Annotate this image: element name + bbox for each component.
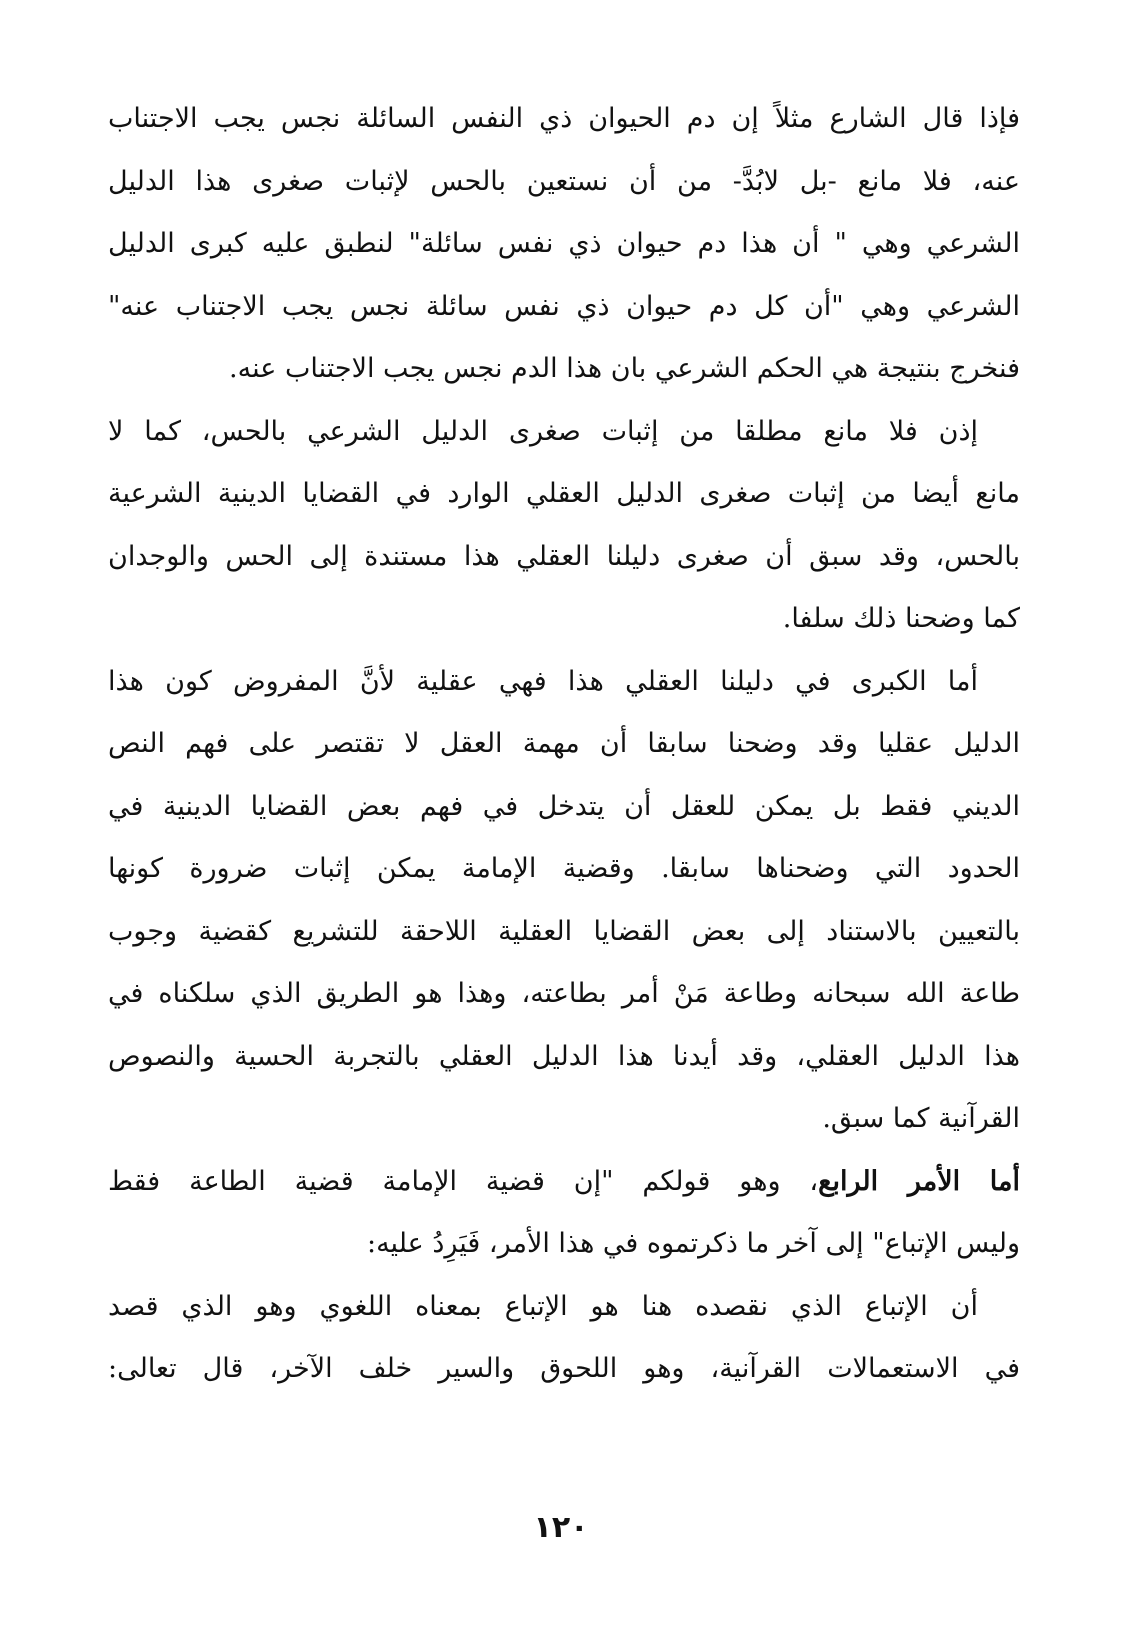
text-line: فإذا قال الشارع مثلاً إن دم الحيوان ذي النفس السائلة نجس يجب الاجتناب [108,103,1020,134]
text-line: هذا الدليل العقلي، وقد أيدنا هذا الدليل العقلي بالتجربة الحسية والنصوص [108,1040,1020,1072]
text-line: فنخرج بنتيجة هي الحكم الشرعي بان هذا الدم نجس يجب الاجتناب عنه. [229,353,1020,384]
text-line: بالتعيين بالاستناد إلى بعض القضايا العقلية اللاحقة للتشريع كقضية وجوب [108,915,1020,947]
text-line: الدليل عقليا وقد وضحنا سابقا أن مهمة العقل لا تقتصر على فهم النص [108,728,1020,759]
text-line: وليس الإتباع" إلى آخر ما ذكرتموه في هذا الأمر، فَيَرِدُ عليه: [366,1228,1020,1259]
page-number: ١٢٠ [533,1510,589,1545]
text-line: مانع أيضا من إثبات صغرى الدليل العقلي الوارد في القضايا الدينية الشرعية [108,478,1020,509]
text-line: الديني فقط بل يمكن للعقل أن يتدخل في فهم بعض القضايا الدينية في [108,790,1020,822]
text-line: كما وضحنا ذلك سلفا. [782,603,1020,634]
text-line: القرآنية كما سبق. [822,1103,1020,1134]
text-line: الشرعي وهي "أن كل دم حيوان ذي نفس سائلة نجس يجب الاجتناب عنه" [108,290,1020,322]
body-text [108,88,1020,1401]
text-line-rest: ، وهو قولكم "إن قضية الإمامة قضية الطاعة فقط [108,1165,819,1197]
text-line: الشرعي وهي " أن هذا دم حيوان ذي نفس سائلة" لنطبق عليه كبرى الدليل [108,228,1020,259]
text-line: طاعة الله سبحانه وطاعة مَنْ أمر بطاعته، وهذا هو الطريق الذي سلكناه في [108,978,1020,1009]
text-line: عنه، فلا مانع -بل لابُدَّ- من أن نستعين بالحس لإثبات صغرى هذا الدليل [108,165,1020,197]
text-line: أن الإتباع الذي نقصده هنا هو الإتباع بمعناه اللغوي وهو الذي قصد [108,1290,978,1322]
text-line [108,1151,1020,1214]
bold-lead: أما الأمر الرابع [818,1165,1020,1197]
text-line: الحدود التي وضحناها سابقا. وقضية الإمامة يمكن إثبات ضرورة كونها [108,853,1020,884]
text-line: إذن فلا مانع مطلقا من إثبات صغرى الدليل الشرعي بالحس، كما لا [108,415,978,447]
text-line: بالحس، وقد سبق أن صغرى دليلنا العقلي هذا مستندة إلى الحس والوجدان [108,540,1020,572]
text-line: في الاستعمالات القرآنية، وهو اللحوق والسير خلف الآخر، قال تعالى: [108,1353,1020,1384]
text-line: أما الكبرى في دليلنا العقلي هذا فهي عقلية لأنَّ المفروض كون هذا [108,665,978,697]
